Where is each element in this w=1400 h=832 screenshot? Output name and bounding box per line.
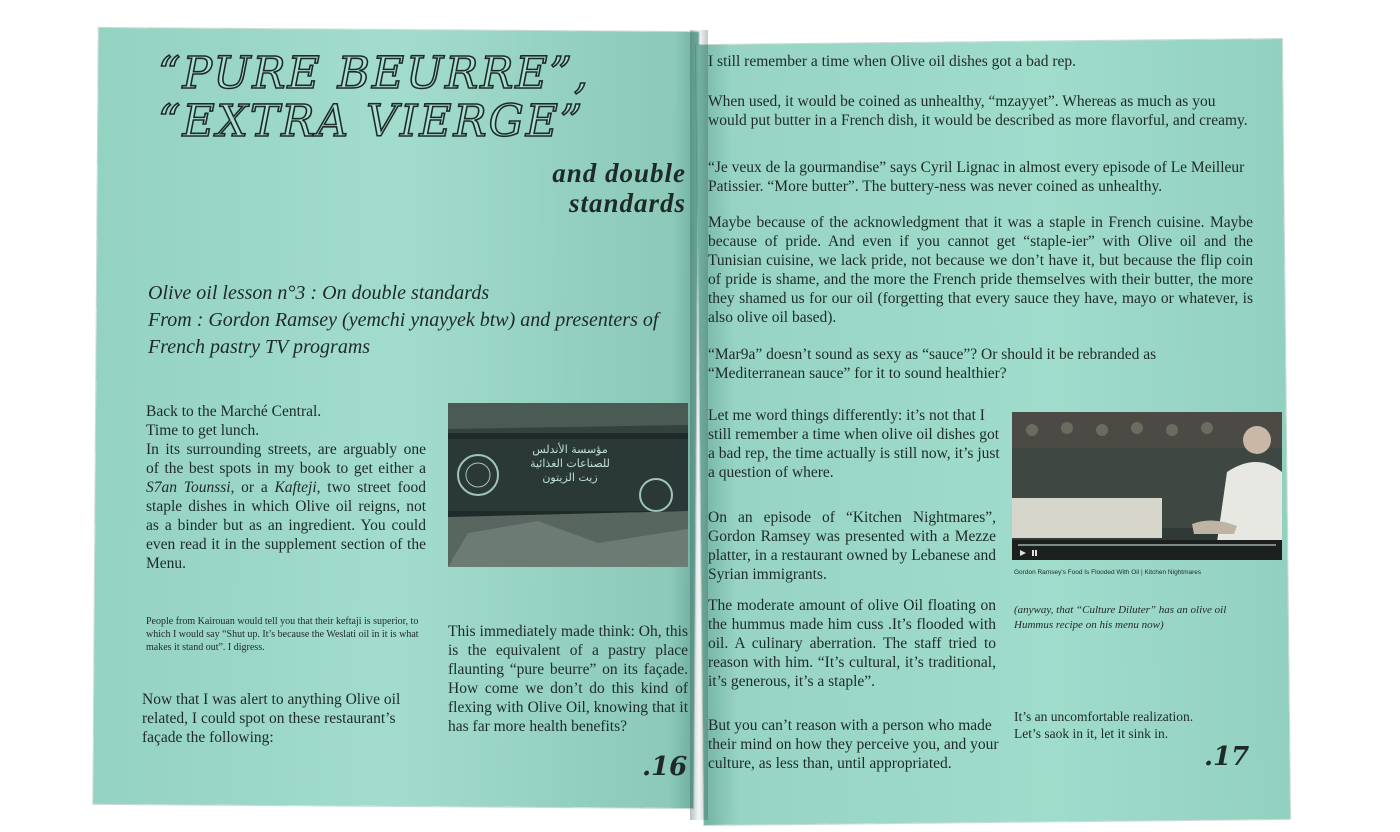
right-p8: The moderate amount of olive Oil floating on the hummus made him cuss .It’s flooded with oil. A culinary aberration. The staff tried to reason with him. “It’s cultural, it’s traditional, it’s generous, it’s a staple”. bbox=[708, 597, 996, 690]
closing-line-1: It’s an uncomfortable realization. bbox=[1014, 709, 1194, 724]
right-p5: “Mar9a” doesn’t sound as sexy as “sauce”? Or should it be rebranded as “Mediterranean sauce” for it to sound healthier? bbox=[708, 346, 1157, 382]
paragraph-3: This immediately made think: Oh, this is the equivalent of a pastry place flaunting “pure beurre” on its façade. How come we don’t do this kind of flexing with Olive Oil, knowing that it has far more health benefits? bbox=[448, 623, 688, 735]
para1-italic-kafteji: Kafteji bbox=[274, 479, 317, 496]
subtitle-line-1: and double bbox=[552, 158, 686, 188]
page-number-left: .16 bbox=[642, 752, 688, 782]
lesson-line-2: From : Gordon Ramsey (yemchi ynayyek btw) and presenters of bbox=[148, 309, 659, 331]
subtitle bbox=[450, 158, 686, 218]
page-number-right: .17 bbox=[1204, 742, 1250, 772]
right-p7: On an episode of “Kitchen Nightmares”, Gordon Ramsey was presented with a Mezze platter, in a restaurant owned by Lebanese and Syrian immigrants. bbox=[708, 509, 996, 583]
small-note: People from Kairouan would tell you that their keftaji is superior, to which I would say “Shut up. It’s because the Weslati oil in it is what makes it stand out”. I digress. bbox=[146, 616, 419, 653]
para1-line-2: Time to get lunch. bbox=[146, 422, 260, 439]
title-line-1: “PURE BEURRE”, bbox=[158, 48, 591, 99]
right-p2: When used, it would be coined as unhealthy, “mzayyet”. Whereas as much as you would put butter in a French dish, it would be described as more flavorful, and creamy. bbox=[708, 93, 1248, 129]
aside-note: (anyway, that “Culture Diluter” has an olive oil Hummus recipe on his menu now) bbox=[1014, 604, 1227, 631]
closing-line-2: Let’s saok in it, let it sink in. bbox=[1014, 726, 1169, 741]
right-p4: Maybe because of the acknowledgment that it was a staple in French cuisine. Maybe because of pride. And even if you cannot get “staple-ier” with Olive oil and the Tunisian cuisine, we lack pride, not because we don’t have it, but because the flip coin of pride is shame, and the more the French pride themselves with their butter, the more they shamed us for our oil (forgetting that every sauce they have, mayo or whatever, is also olive oil based). bbox=[708, 214, 1253, 326]
video-thumbnail-art bbox=[1012, 412, 1282, 560]
title-line-2: “EXTRA VIERGE” bbox=[158, 96, 585, 147]
lesson-heading bbox=[148, 280, 658, 361]
video-caption: Gordon Ramsey's Food Is Flooded With Oil | Kitchen Nightmares bbox=[1014, 569, 1202, 576]
right-p9: But you can’t reason with a person who made their mind on how they perceive you, and your culture, as less than, until appropriated. bbox=[708, 717, 999, 772]
para1-line-1: Back to the Marché Central. bbox=[146, 403, 322, 420]
paragraph-1 bbox=[146, 402, 426, 573]
para1-text-b: , or a bbox=[230, 479, 275, 496]
book-spine bbox=[690, 30, 708, 820]
right-p6: Let me word things differently: it’s not that I still remember a time when olive oil dishes got a bad rep, the time actually is still now, it’s just a question of where. bbox=[708, 407, 1000, 481]
storefront-sign-text: مؤسسة الأندلس للصناعات الغذائية زيت الزيتون bbox=[530, 443, 610, 484]
closing-lines bbox=[1014, 708, 1264, 742]
video-thumbnail[interactable] bbox=[1012, 412, 1282, 560]
right-p3: “Je veux de la gourmandise” says Cyril Lignac in almost every episode of Le Meilleur Patissier. “More butter”. The buttery-ness was never coined as unhealthy. bbox=[708, 159, 1245, 195]
lesson-line-1: Olive oil lesson n°3 : On double standards bbox=[148, 282, 490, 304]
paragraph-2: Now that I was alert to anything Olive oil related, I could spot on these restaurant’s façade the following: bbox=[142, 691, 401, 746]
storefront-photo-art bbox=[448, 403, 688, 567]
para1-text-c: , two street food staple dishes in which Olive oil reigns, not as a binder but as an ingredient. You could even read it in the supplement section of the Menu. bbox=[146, 479, 426, 572]
lesson-line-3: French pastry TV programs bbox=[148, 336, 371, 358]
storefront-photo bbox=[448, 403, 688, 567]
para1-text-a: In its surrounding streets, are arguably one of the best spots in my book to get either a bbox=[146, 441, 426, 477]
subtitle-line-2: standards bbox=[568, 188, 686, 218]
para1-body bbox=[146, 440, 426, 573]
right-p1: I still remember a time when Olive oil dishes got a bad rep. bbox=[708, 53, 1077, 70]
para1-italic-s7an: S7an Tounssi bbox=[146, 479, 231, 496]
